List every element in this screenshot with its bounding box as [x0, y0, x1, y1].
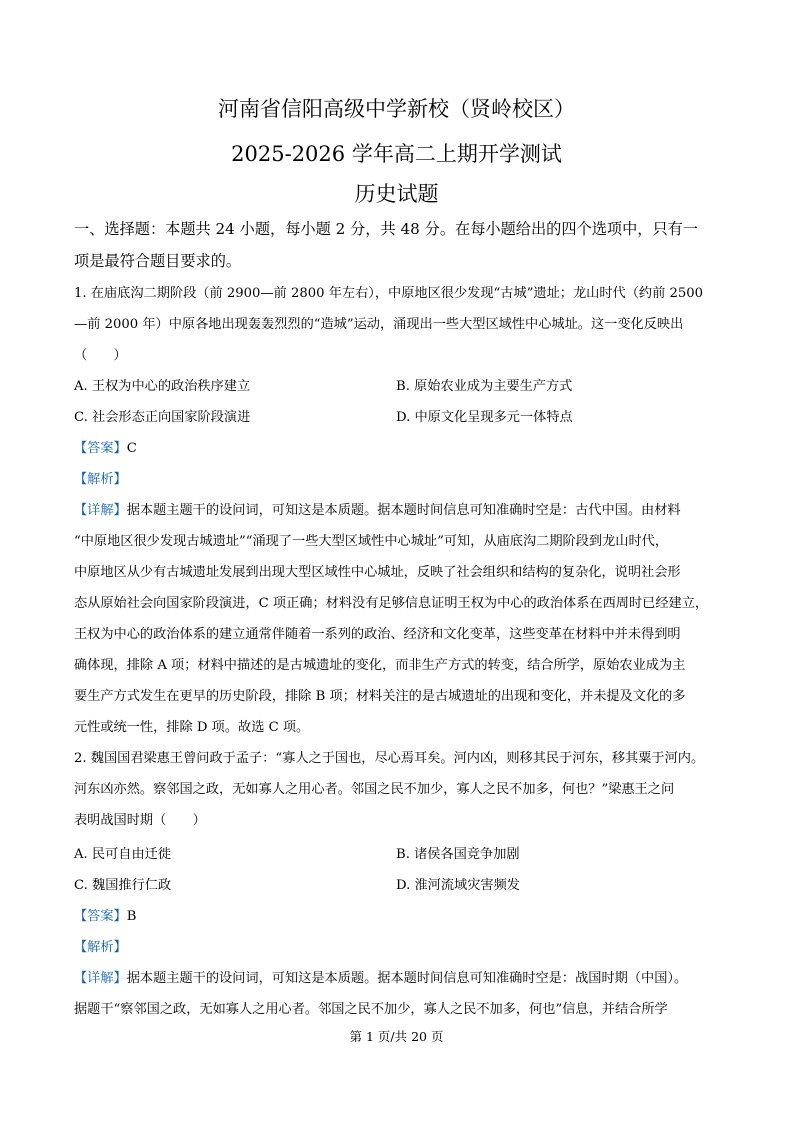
question-stem-line: 2. 魏国国君梁惠王曾问政于孟子：“寡人之于国也，尽心焉耳矣。河内凶，则移其民于河东，移其粟于河内。 — [74, 751, 705, 766]
answer-line — [74, 440, 137, 458]
question-stem-line: —前 2000 年）中原各地出现轰轰烈烈的“造城”运动，涌现出一些大型区域性中心城址。这一变化反映出 — [74, 317, 684, 332]
analysis-label: 【解析】 — [74, 940, 127, 955]
option-c: C. 社会形态正向国家阶段演进 — [74, 410, 251, 425]
detail-label: 【详解】 — [74, 971, 127, 986]
detail-line: 元性或统一性，排除 D 项。故选 C 项。 — [74, 720, 310, 735]
answer-label: 【答案】 — [74, 441, 127, 456]
answer-value: C — [126, 441, 137, 456]
detail-line — [74, 970, 687, 988]
option-b: B. 诸侯各国竞争加剧 — [396, 847, 520, 862]
detail-label: 【详解】 — [74, 503, 127, 518]
answer-line — [74, 908, 136, 926]
detail-line: 王权为中心的政治体系的建立通常伴随着一系列的政治、经济和文化变革，这些变革在材料中并未得到明 — [74, 627, 681, 642]
detail-line: “中原地区很少发现古城遗址”“涌现了一些大型区域性中心城址”可知，从庙底沟二期阶段到龙山时代， — [74, 534, 669, 549]
exam-title: 2025-2026 学年高二上期开学测试 — [231, 142, 562, 166]
option-a: A. 民可自由迁徙 — [74, 847, 172, 862]
detail-line: 中原地区从少有古城遗址发展到出现大型区域性中心城址，反映了社会组织和结构的复杂化，说明社会形 — [74, 565, 681, 580]
option-b: B. 原始农业成为主要生产方式 — [396, 379, 573, 394]
option-d: D. 中原文化呈现多元一体特点 — [396, 410, 573, 425]
detail-line: 要生产方式发生在更早的历史阶段，排除 B 项；材料关注的是古城遗址的出现和变化，并未提及文化的多 — [74, 689, 686, 704]
detail-line — [74, 502, 681, 520]
page-footer: 第 1 页/共 20 页 — [349, 1029, 444, 1044]
detail-line: 据题干“察邻国之政，无如寡人之用心者。邻国之民不加少，寡人之民不加多，何也”信息，并结合所学 — [74, 1002, 668, 1017]
section-instruction-line-2: 项是最符合题目要求的。 — [74, 252, 242, 270]
detail-text: 据本题主题干的设问词，可知这是本质题。据本题时间信息可知准确时空是：战国时期（中国）。 — [126, 971, 688, 986]
question-stem-line: 河东凶亦然。察邻国之政，无如寡人之用心者。邻国之民不加少，寡人之民不加多，何也？”梁惠王之问 — [74, 782, 675, 797]
answer-value: B — [126, 909, 137, 924]
answer-label: 【答案】 — [74, 909, 127, 924]
detail-line: 确体现，排除 A 项；材料中描述的是古城遗址的变化，而非生产方式的转变，结合所学，原始农业成为主 — [74, 658, 686, 673]
option-a: A. 王权为中心的政治秩序建立 — [74, 379, 251, 394]
detail-text: 据本题主题干的设问词，可知这是本质题。据本题时间信息可知准确时空是：古代中国。由材料 — [126, 503, 681, 518]
analysis-label: 【解析】 — [74, 472, 127, 487]
option-c: C. 魏国推行仁政 — [74, 878, 172, 893]
option-d: D. 淮河流域灾害频发 — [396, 878, 520, 893]
school-title: 河南省信阳高级中学新校（贤岭校区） — [218, 97, 575, 121]
question-stem-line: 1. 在庙底沟二期阶段（前 2900—前 2800 年左右），中原地区很少发现“古城”遗址；龙山时代（约前 2500 — [74, 286, 704, 301]
question-stem-line: 表明战国时期（ ） — [74, 813, 206, 828]
detail-line: 态从原始社会向国家阶段演进，C 项正确；材料没有足够信息证明王权为中心的政治体系在西周时已经建立， — [74, 596, 709, 611]
question-stem-line: （ ） — [74, 348, 127, 363]
subject-title: 历史试题 — [354, 182, 439, 206]
section-instruction-line-1: 一、选择题：本题共 24 小题，每小题 2 分，共 48 分。在每小题给出的四个选项中，只有一 — [74, 220, 699, 238]
